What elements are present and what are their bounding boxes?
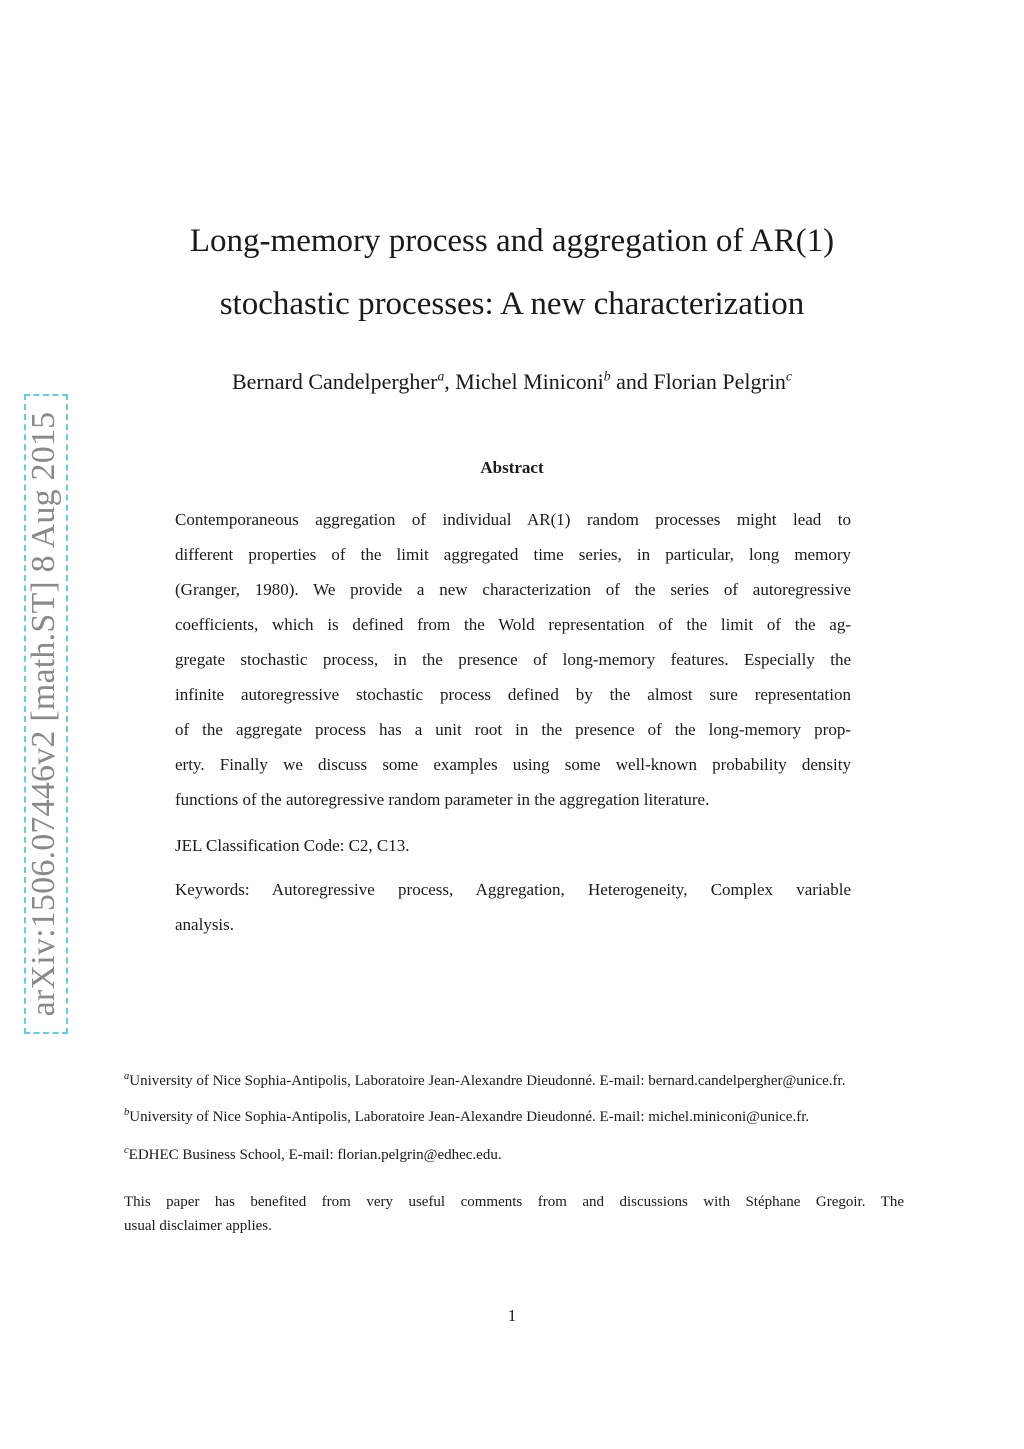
author-name: Florian Pelgrin <box>653 369 786 394</box>
author-name: Bernard Candelpergher <box>231 369 438 394</box>
footnote-a <box>124 1072 845 1090</box>
abstract-body <box>175 502 851 817</box>
abstract-line: coefficients, which is defined from the Wold representation of the limit of the ag- <box>175 615 851 634</box>
title-line-1: Long-memory process and aggregation of AR(1) <box>189 223 835 259</box>
abstract-line: gregate stochastic process, in the presence of long-memory features. Especially the <box>175 650 851 669</box>
keywords-line-2: analysis. <box>175 915 235 934</box>
arxiv-identifier[interactable]: arXiv:1506.07446v2 [math.ST] 8 Aug 2015 <box>25 411 62 1017</box>
footnote-mark: a <box>124 1071 130 1082</box>
footnote-mark: b <box>124 1107 130 1118</box>
author-separator: and <box>610 369 654 394</box>
abstract-line: erty. Finally we discuss some examples using some well-known probability density <box>175 755 851 774</box>
author-affiliation-mark: b <box>603 368 611 384</box>
abstract-line: functions of the autoregressive random parameter in the aggregation literature. <box>175 790 710 809</box>
author-affiliation-mark: a <box>437 368 445 384</box>
acknowledgement-line-2: usual disclaimer applies. <box>124 1218 272 1234</box>
footnote-text: University of Nice Sophia-Antipolis, Laboratoire Jean-Alexandre Dieudonné. E-mail: bernard.candelpergher@unice.fr. <box>129 1073 846 1089</box>
abstract-line: different properties of the limit aggregated time series, in particular, long memory <box>175 545 851 564</box>
footnote-c <box>124 1146 502 1164</box>
page-number: 1 <box>507 1306 517 1325</box>
footnote-text: University of Nice Sophia-Antipolis, Laboratoire Jean-Alexandre Dieudonné. E-mail: michel.miniconi@unice.fr. <box>129 1109 810 1125</box>
abstract-heading: Abstract <box>480 458 544 477</box>
keywords-line-1: Keywords: Autoregressive process, Aggregation, Heterogeneity, Complex variable <box>175 880 851 899</box>
author-separator: , <box>444 369 456 394</box>
paper-title <box>120 210 904 336</box>
abstract-line: Contemporaneous aggregation of individual AR(1) random processes might lead to <box>175 510 851 529</box>
author-affiliation-mark: c <box>785 368 792 384</box>
abstract-line: infinite autoregressive stochastic process defined by the almost sure representation <box>175 685 851 704</box>
abstract-line: of the aggregate process has a unit root in the presence of the long-memory prop- <box>175 720 851 739</box>
acknowledgement <box>124 1190 904 1238</box>
footnote-mark: c <box>124 1145 129 1156</box>
author-list <box>120 366 904 398</box>
abstract-line: (Granger, 1980). We provide a new characterization of the series of autoregressive <box>175 580 851 599</box>
jel-classification: JEL Classification Code: C2, C13. <box>175 836 410 855</box>
author-name: Michel Miniconi <box>455 369 604 394</box>
footnote-b <box>124 1108 809 1126</box>
footnote-text: EDHEC Business School, E-mail: florian.pelgrin@edhec.edu. <box>128 1147 502 1163</box>
title-line-2: stochastic processes: A new characterization <box>219 286 805 322</box>
acknowledgement-line-1: This paper has benefited from very useful comments from and discussions with Stéphane Gregoir. The <box>124 1194 904 1210</box>
keywords <box>175 872 851 942</box>
